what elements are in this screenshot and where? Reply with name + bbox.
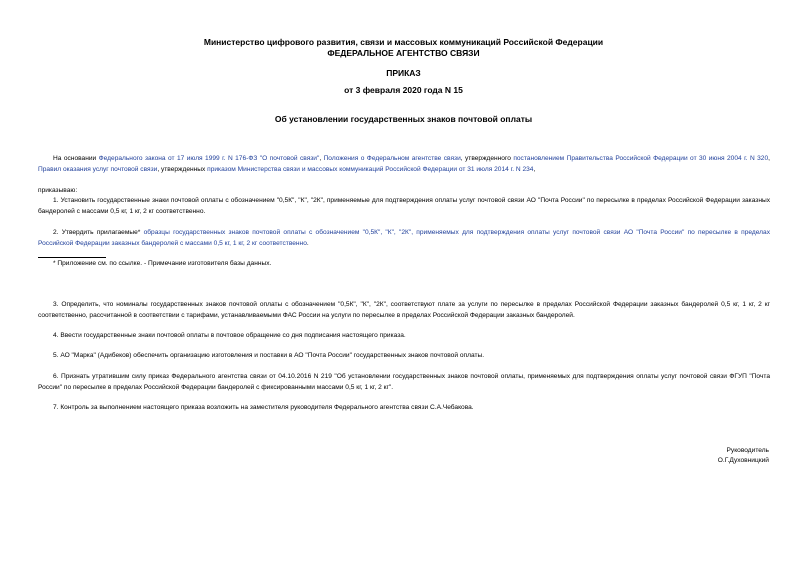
regulation-link[interactable]: Положения о Федеральном агентстве связи xyxy=(323,155,461,162)
preamble-text: , xyxy=(768,155,770,162)
ministry-order-link[interactable]: приказом Министерства связи и массовых коммуникаций Российской Федерации от 31 июля 2014 г. N 234 xyxy=(207,165,534,173)
document-date: от 3 февраля 2020 года N 15 xyxy=(344,85,463,95)
ministry-name: Министерство цифрового развития, связи и массовых коммуникаций Российской Федерации xyxy=(203,37,604,47)
signatory-role: Руководитель xyxy=(726,447,769,454)
government-decree-link[interactable]: постановлением Правительства Российской Федерации от 30 июня 2004 г. N 320 xyxy=(513,155,769,162)
agency-name: ФЕДЕРАЛЬНОЕ АГЕНТСТВО СВЯЗИ xyxy=(327,48,480,58)
footnote-divider xyxy=(38,257,106,258)
preamble-text: На основании xyxy=(53,155,99,162)
preamble-text: , утвержденных xyxy=(157,165,208,173)
document-subject: Об установлении государственных знаков почтовой оплаты xyxy=(274,114,533,124)
item-2-suffix: . xyxy=(306,239,309,247)
samples-link[interactable]: образцы государственных знаков почтовой оплаты с обозначением "0,5К", "К", "2К", применяемых для подтверждения оплаты услуг почтовой связи АО "Почта России" по пересылке в пределах Российской Федерации заказных бандеролей с массами 0,5 кг, 1 кг, 2 кг соответственно xyxy=(38,229,770,247)
preamble-text: , xyxy=(319,155,324,162)
rules-link[interactable]: Правил оказания услуг почтовой связи xyxy=(38,165,158,173)
preamble-paragraph xyxy=(38,154,770,175)
footnote: * Приложение см. по ссылке. - Примечание изготовителя базы данных. xyxy=(53,260,272,267)
preamble-text: , xyxy=(533,165,536,173)
item-2 xyxy=(38,228,770,249)
item-6: 6. Признать утратившим силу приказ Федерального агентства связи от 04.10.2016 N 219 "Об установлении государственных знаков почтовой оплаты, применяемых для подтверждения оплаты услуг почтовой связи ФГУП "Почта России" по пересылке в пределах Российской Федерации бандеролей с фиксированными массами 0,5 кг, 1 кг, 2 кг". xyxy=(38,373,770,391)
item-5: 5. АО "Марка" (Адибеков) обеспечить организацию изготовления и поставки в АО "Почта России" государственных знаков почтовой оплаты. xyxy=(53,352,485,359)
item-1: 1. Установить государственные знаки почтовой оплаты с обозначением "0,5К", "К", "2К", применяемые для подтверждения оплаты услуг почтовой связи АО "Почта России" по пересылке в пределах Российской Федерации заказных бандеролей с массами 0,5 кг, 1 кг, 2 кг соответственно. xyxy=(38,197,770,215)
signatory-name: О.Г.Духовницкий xyxy=(717,457,769,464)
item-4: 4. Ввести государственные знаки почтовой оплаты в почтовое обращение со дня подписания настоящего приказа. xyxy=(53,332,406,339)
preamble-text: , утвержденного xyxy=(460,155,514,162)
item-2-prefix: 2. Утвердить прилагаемые* xyxy=(53,229,144,236)
law-link[interactable]: Федерального закона от 17 июля 1999 г. N 176-ФЗ "О почтовой связи" xyxy=(98,155,320,162)
item-7: 7. Контроль за выполнением настоящего приказа возложить на заместителя руководителя Федерального агентства связи С.А.Чебакова. xyxy=(53,404,474,411)
item-3: 3. Определить, что номиналы государственных знаков почтовой оплаты с обозначением "0,5К", "К", "2К", соответствуют плате за услуги по пересылке в пределах Российской Федерации заказных бандеролей 0,5 кг, 1 кг, 2 кг соответственно, рассчитанной в соответствии с тарифами, устанавливаемыми ФАС России на услуги по пересылке в пределах Российской Федерации заказных бандеролей. xyxy=(38,301,770,319)
order-word: приказываю: xyxy=(38,187,78,194)
document-type: ПРИКАЗ xyxy=(386,68,421,78)
